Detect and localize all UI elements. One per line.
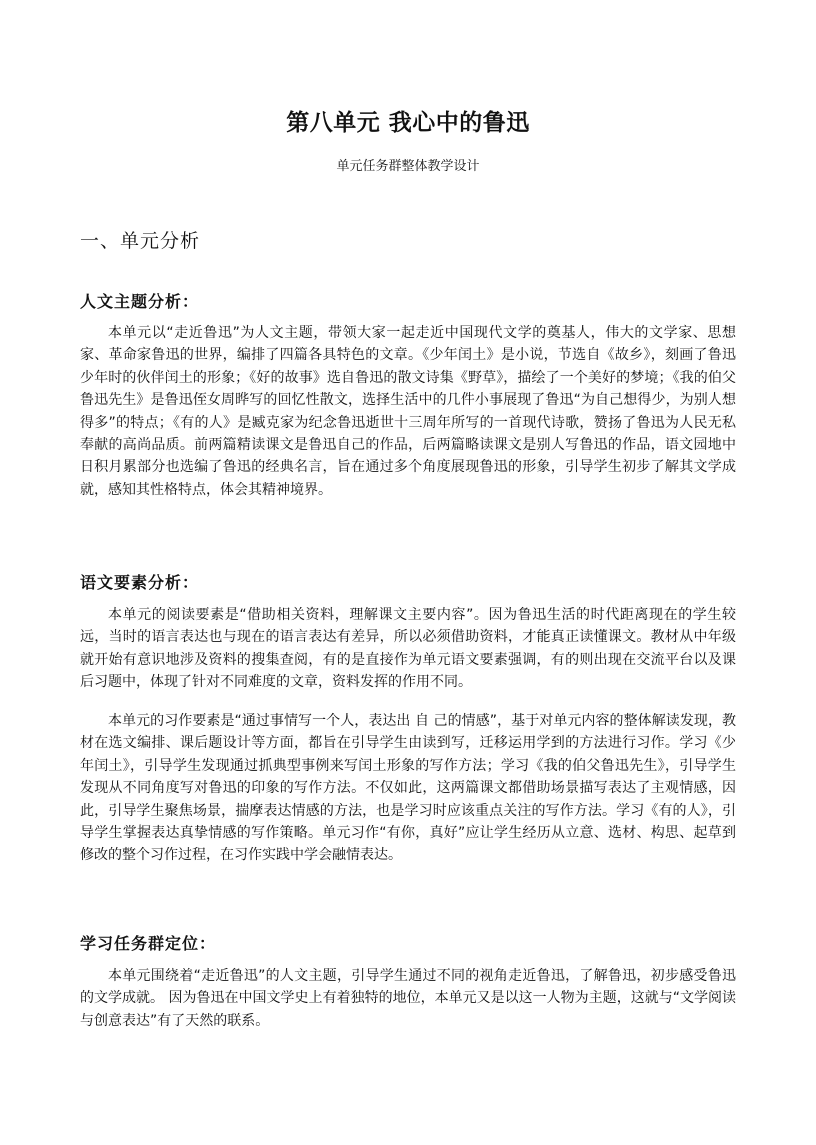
page-subtitle: 单元任务群整体教学设计 xyxy=(336,159,480,174)
paragraph-task-group: 本单元围绕着“走近鲁迅”的人文主题，引导学生通过不同的视角走近鲁迅，了解鲁迅，初步感受鲁迅的文学成就。 因为鲁迅在中国文学史上有着独特的地位，本单元又是以这一人物为主题，这就与“文学阅读与创意表达”有了天然的联系。 xyxy=(80,968,736,1029)
paragraph-reading-element: 本单元的阅读要素是“借助相关资料，理解课文主要内容”。因为鲁迅生活的时代距离现在的学生较远，当时的语言表达也与现在的语言表达有差异，所以必须借助资料，才能真正读懂课文。教材从中年级就开始有意识地涉及资料的搜集查阅，有的是直接作为单元语文要素强调，有的则出现在交流平台以及课后习题中，体现了针对不同难度的文章，资料发挥的作用不同。 xyxy=(80,607,736,691)
paragraph-writing-element: 本单元的习作要素是“通过事情写一个人，表达出 自 己的情感”，基于对单元内容的整体解读发现，教材在选文编排、课后题设计等方面，都旨在引导学生由读到写，迁移运用学到的方法进行习作。学习《少年闰土》，引导学生发现通过抓典型事例来写闰土形象的写作方法；学习《我的伯父鲁迅先生》，引导学生发现从不同角度写对鲁迅的印象的写作方法。不仅如此，这两篇课文都借助场景描写表达了主观情感，因此，引导学生聚焦场景，揣摩表达情感的方法，也是学习时应该重点关注的写作方法。学习《有的人》，引导学生掌握表达真挚情感的写作策略。单元习作“有你，真好”应让学生经历从立意、选材、构思、起草到修改的整个习作过程，在习作实践中学会融情表达。 xyxy=(80,713,736,864)
paragraph-humanities: 本单元以“走近鲁迅”为人文主题，带领大家一起走近中国现代文学的奠基人，伟大的文学家、思想家、革命家鲁迅的世界，编排了四篇各具特色的文章。《少年闰土》是小说，节选自《故乡》，刻画了鲁迅少年时的伙伴闰土的形象；《好的故事》选自鲁迅的散文诗集《野草》，描绘了一个美好的梦境；《我的伯父鲁迅先生》是鲁迅侄女周晔写的回忆性散文，选择生活中的几件小事展现了鲁迅“为自己想得少，为别人想得多”的特点；《有的人》是臧克家为纪念鲁迅逝世十三周年所写的一首现代诗歌，赞扬了鲁迅为人民无私奉献的高尚品质。前两篇精读课文是鲁迅自己的作品，后两篇略读课文是别人写鲁迅的作品，语文园地中 日积月累部分也选编了鲁迅的经典名言，旨在通过多个角度展现鲁迅的形象，引导学生初步了解其文学成就，感知其性格特点，体会其精神境界。 xyxy=(80,325,736,498)
page-title: 第八单元 我心中的鲁迅 xyxy=(286,110,530,136)
heading-task-group: 学习任务群定位： xyxy=(80,934,217,953)
heading-humanities-analysis: 人文主题分析： xyxy=(80,292,200,311)
heading-language-analysis: 语文要素分析： xyxy=(80,573,200,592)
section-heading-unit-analysis: 一、单元分析 xyxy=(80,230,201,252)
